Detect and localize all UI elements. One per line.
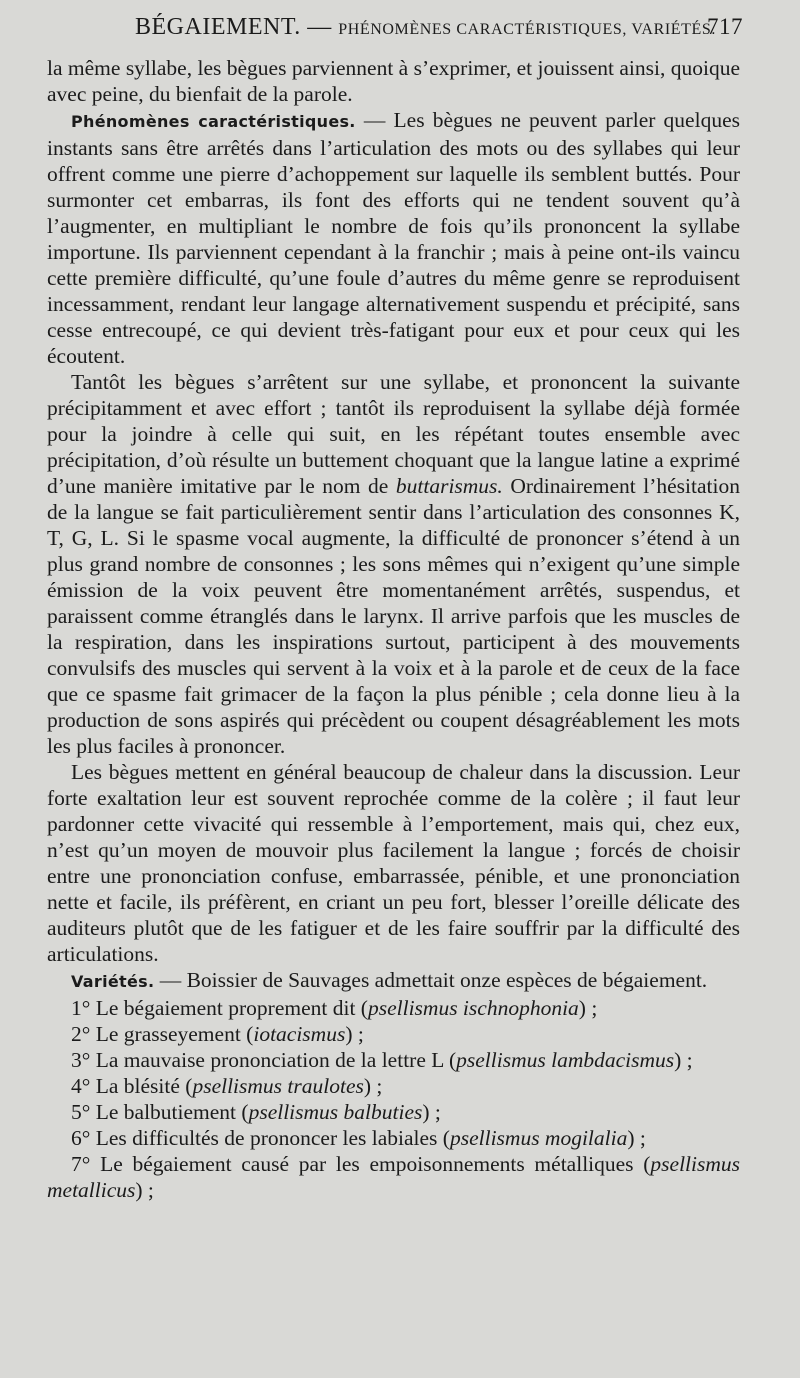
paragraph-tantot [47, 369, 740, 759]
latin-term: buttarismus. [395, 474, 503, 498]
paragraph-text: Les bègues mettent en général beaucoup de chaleur dans la discussion. Leur forte exaltation leur est souvent reprochée comme de la colère ; il faut leur pardonner cette vivacité qui ressemble à l’emportement, mais qui, chez eux, n’est qu’un moyen de mouvoir plus facilement la langue ; forcés de choisir entre une prononciation confuse, embarrassée, pénible, et une prononciation nette et facile, ils préfèrent, en criant un peu fort, blesser l’oreille délicate des auditeurs plutôt que de les fatiguer et de les faire souffrir par la difficulté des articulations. [47, 760, 740, 966]
paragraph-text: la même syllabe, les bègues parviennent à s’exprimer, et jouissent ainsi, quoique avec peine, du bienfait de la parole. [47, 56, 740, 106]
paragraph-text: Ordinairement l’hésitation de la langue se fait particulièrement sentir dans l’articulation des consonnes K, T, G, L. Si le spasme vocal augmente, la difficulté de prononcer s’étend à un plus grand nombre de consonnes ; les sons mêmes qui n’exigent qu’une simple émission de la voix peuvent être momentanément arrêtés, suspendus, et paraissent comme étranglés dans le larynx. Il arrive parfois que les muscles de la respiration, dans les inspirations surtout, participent à des mouvements convulsifs des muscles qui servent à la voix et à la parole et de ceux de la face que ce spasme fait grimacer de la façon la plus pénible ; cela donne lieu à la production de sons aspirés qui précèdent ou coupent désagréablement les mots les plus faciles à prononcer. [47, 474, 740, 758]
paragraph-text: — Les bègues ne peuvent parler quelques instants sans être arrêtés dans l’articulation des mots ou des syllabes qui leur offrent comme une pierre d’achoppement sur laquelle ils semblent buttés. Pour surmonter cet embarras, ils font des efforts qui ne tendent souvent qu’à l’augmenter, en multipliant le nombre de fois qu’ils prononcent la syllabe importune. Ils parviennent cependant à la franchir ; mais à peine ont-ils vaincu cette première difficulté, qu’une foule d’autres du même genre se reproduisent incessamment, rendant leur langage alternativement suspendu et précipité, sans cesse entrecoupé, ce qui devient très-fatigant pour eux et pour ceux qui les écoutent. [47, 108, 740, 368]
paragraph-varietes [47, 967, 740, 995]
running-title: BÉGAIEMENT. [135, 14, 301, 40]
section-heading-phenomenes: Phénomènes caractéristiques. [71, 112, 356, 131]
list-item: 4° La blésité (psellismus traulotes) ; [71, 1074, 383, 1098]
list-item: 2° Le grasseyement (iotacismus) ; [71, 1022, 364, 1046]
page-body [47, 55, 740, 1203]
list-item: 7° Le bégaiement causé par les empoisonnements métalliques (psellismus metallicus) ; [47, 1152, 741, 1202]
paragraph-text: — Boissier de Sauvages admettait onze espèces de bégaiement. [154, 968, 708, 992]
running-subtitle: PHÉNOMÈNES CARACTÉRISTIQUES, VARIÉTÉS. [338, 21, 716, 38]
header-dash: — [307, 14, 332, 40]
running-header [135, 14, 743, 44]
list-item: 6° Les difficultés de prononcer les labiales (psellismus mogilalia) ; [71, 1126, 646, 1150]
page-number: 717 [707, 14, 743, 39]
paragraph-continuation [47, 55, 740, 107]
list-item: 5° Le balbutiement (psellismus balbuties) ; [71, 1100, 441, 1124]
varieties-list [47, 995, 740, 1203]
list-item: 1° Le bégaiement proprement dit (psellismus ischnophonia) ; [71, 996, 598, 1020]
paragraph-text: Tantôt les bègues s’arrêtent sur une syllabe, et prononcent la suivante précipitamment et avec effort ; tantôt ils reproduisent la syllabe déjà formée pour la joindre à celle qui suit, en les répétant toutes ensemble avec précipitation, d’où résulte un buttement choquant que la langue latine a exprimé d’une manière imitative par le nom de [47, 370, 740, 498]
list-item: 3° La mauvaise prononciation de la lettre L (psellismus lambdacismus) ; [71, 1048, 693, 1072]
paragraph-phenomenes [47, 107, 740, 369]
section-heading-varietes: Variétés. [71, 972, 155, 991]
paragraph-chaleur [47, 759, 740, 967]
